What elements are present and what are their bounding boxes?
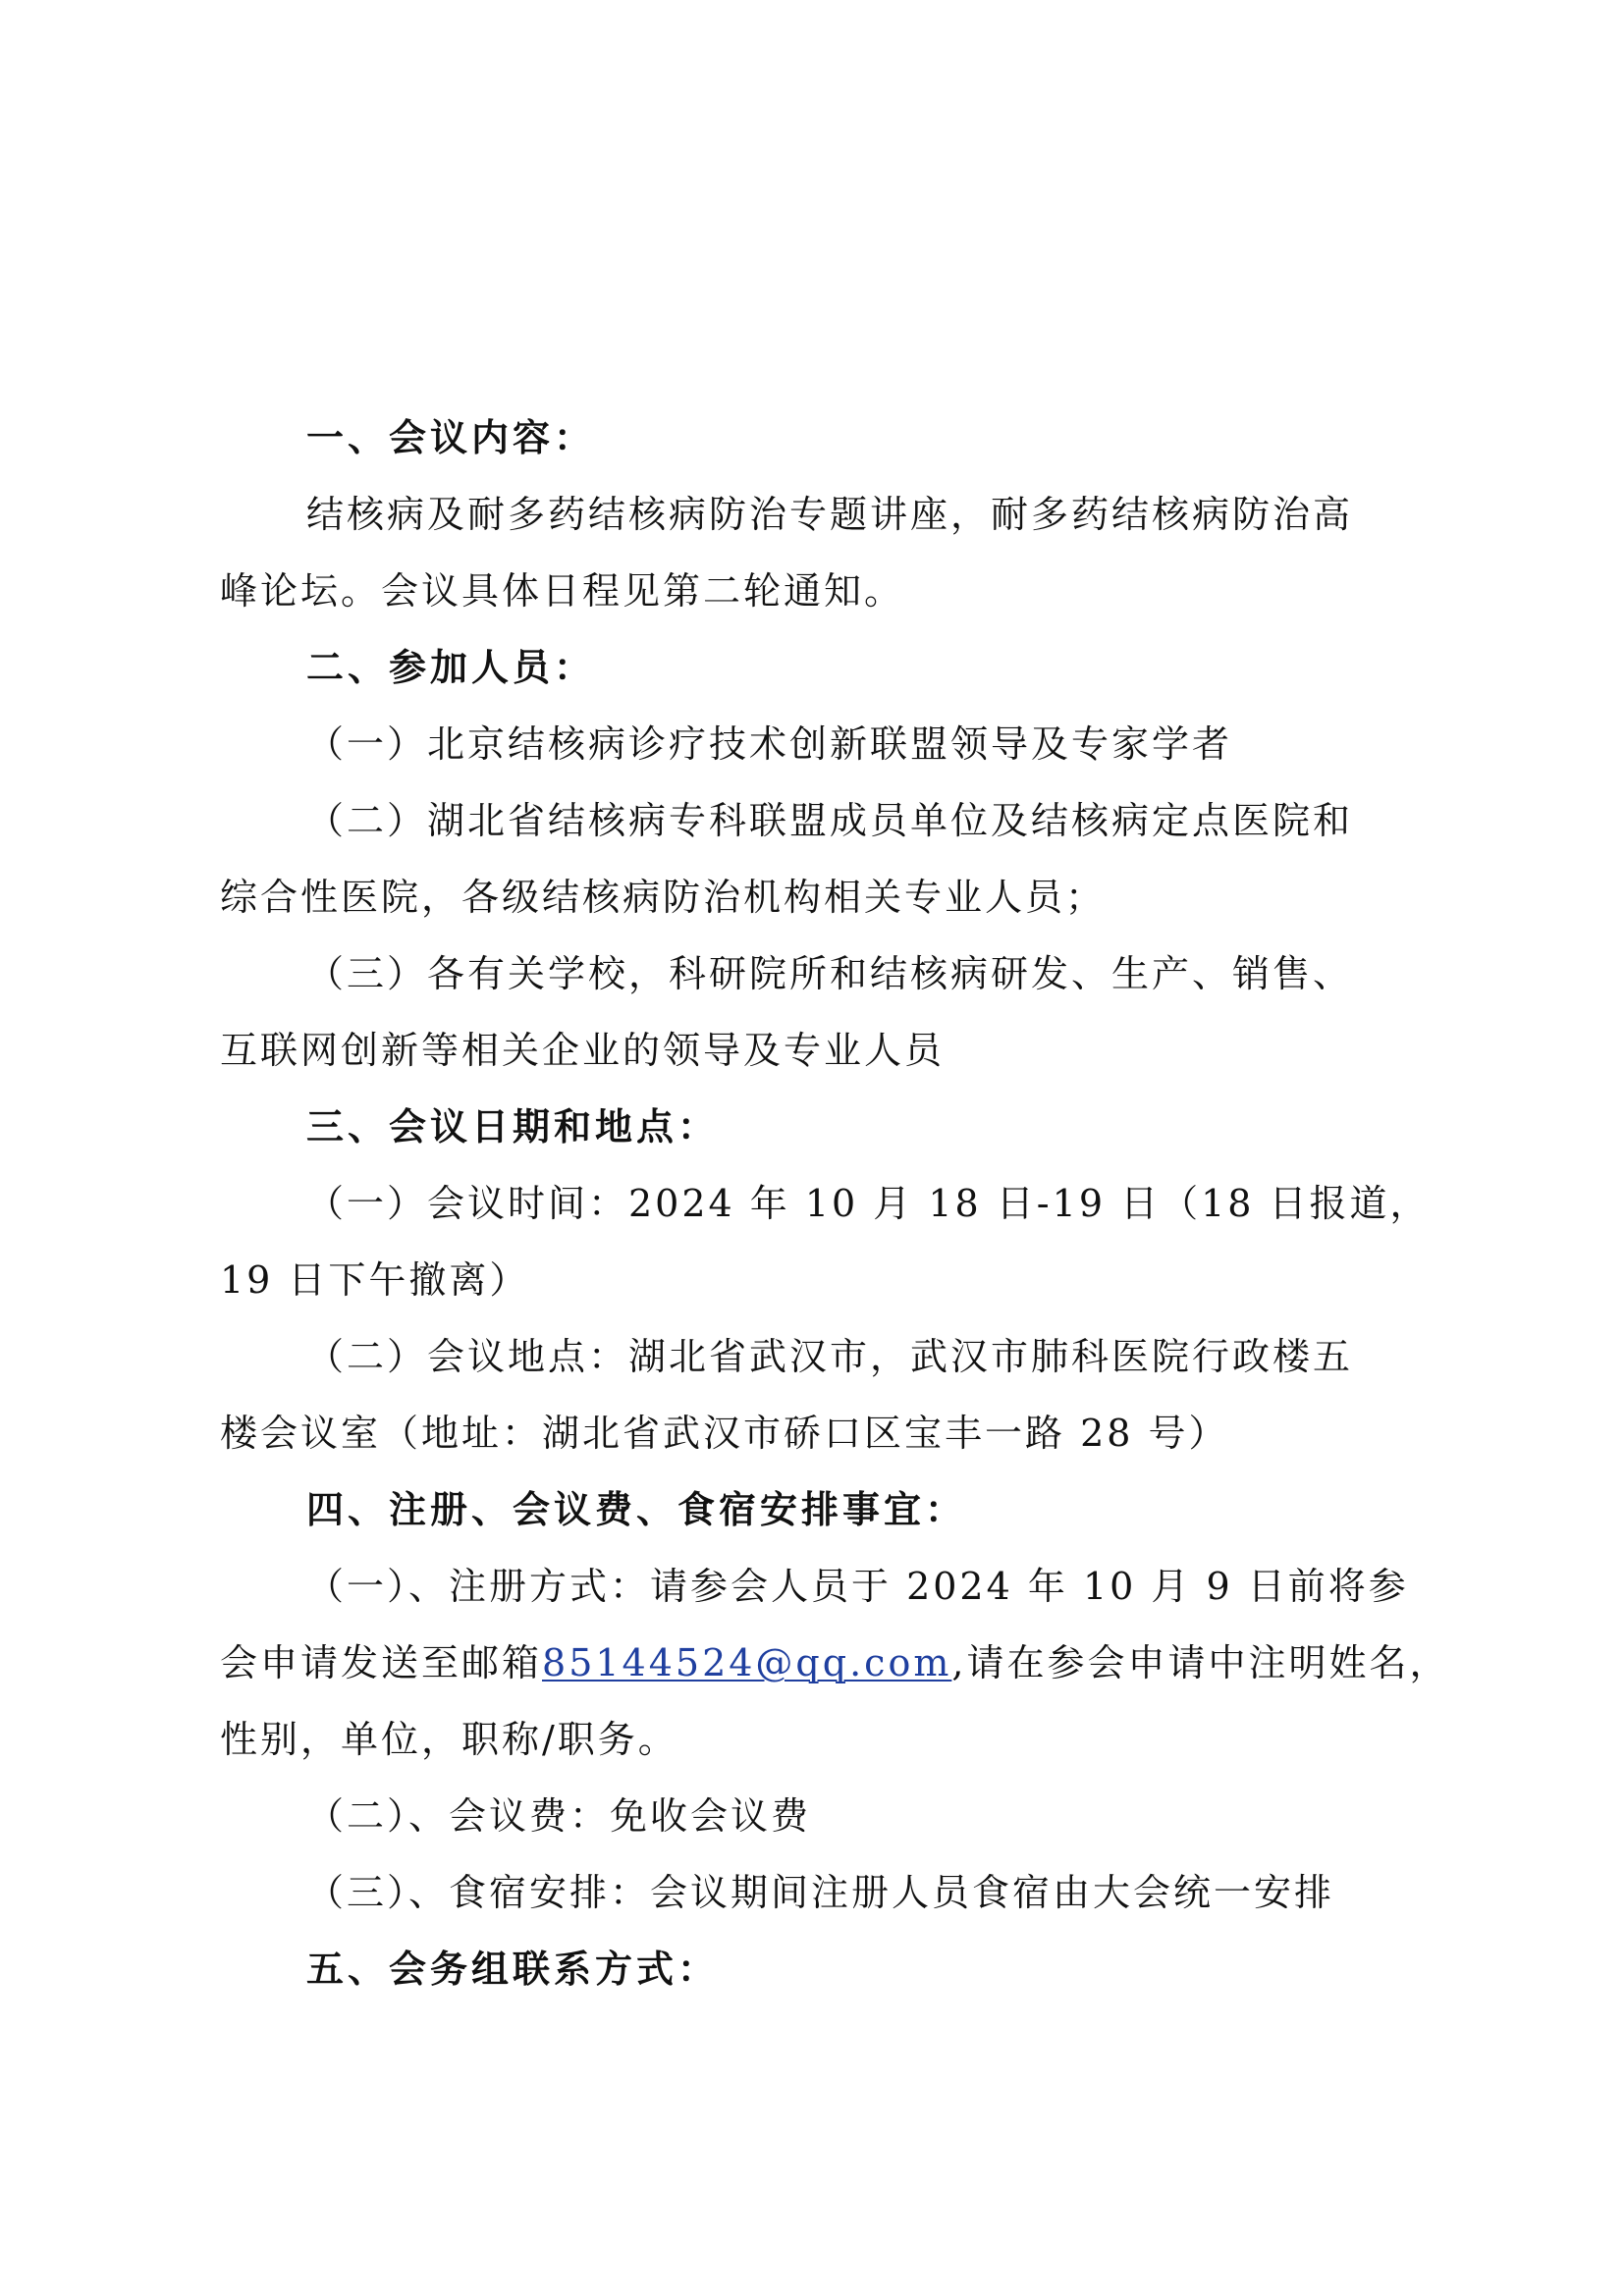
section-4-item-1-line-2-prefix: 会申请发送至邮箱 xyxy=(220,1641,543,1684)
section-1-paragraph-line-1: 结核病及耐多药结核病防治专题讲座，耐多药结核病防治高 xyxy=(306,493,1354,536)
section-4-item-1-line-3: 性别，单位，职称/职务。 xyxy=(220,1718,678,1761)
section-2-item-2-line-1: （二）湖北省结核病专科联盟成员单位及结核病定点医院和 xyxy=(306,799,1354,842)
section-2-item-2-line-2: 综合性医院，各级结核病防治机构相关专业人员； xyxy=(220,876,1107,919)
section-2-item-3-line-2: 互联网创新等相关企业的领导及专业人员 xyxy=(220,1029,946,1072)
section-1-heading: 一、会议内容： xyxy=(306,416,596,459)
section-2-item-3-line-1: （三）各有关学校，科研院所和结核病研发、生产、销售、 xyxy=(306,952,1354,995)
section-2-heading: 二、参加人员： xyxy=(306,646,596,689)
section-3-heading: 三、会议日期和地点： xyxy=(306,1105,720,1148)
section-3-item-2-line-1: （二）会议地点：湖北省武汉市，武汉市肺科医院行政楼五 xyxy=(306,1335,1354,1378)
section-4-item-3: （三）、食宿安排：会议期间注册人员食宿由大会统一安排 xyxy=(306,1871,1335,1914)
section-4-item-1-line-1: （一）、注册方式：请参会人员于 2024 年 10 月 9 日前将参 xyxy=(306,1565,1409,1608)
section-1-paragraph-line-2: 峰论坛。会议具体日程见第二轮通知。 xyxy=(220,569,905,613)
section-4-heading: 四、注册、会议费、食宿安排事宜： xyxy=(306,1488,967,1531)
section-5-heading: 五、会务组联系方式： xyxy=(306,1948,720,1991)
section-4-item-1-line-2 xyxy=(220,1639,1449,1686)
section-3-item-2-line-2: 楼会议室（地址：湖北省武汉市硚口区宝丰一路 28 号） xyxy=(220,1412,1229,1455)
section-4-item-2: （二）、会议费：免收会议费 xyxy=(306,1794,812,1838)
email-link[interactable]: 85144524@qq.com xyxy=(542,1641,952,1684)
section-3-item-1-line-1: （一）会议时间：2024 年 10 月 18 日-19 日（18 日报道， xyxy=(306,1182,1431,1225)
section-4-item-1-line-2-suffix: ,请在参会申请中注明姓名， xyxy=(951,1641,1450,1684)
section-2-item-1: （一）北京结核病诊疗技术创新联盟领导及专家学者 xyxy=(306,722,1233,766)
section-3-item-1-line-2: 19 日下午撤离） xyxy=(220,1258,530,1302)
